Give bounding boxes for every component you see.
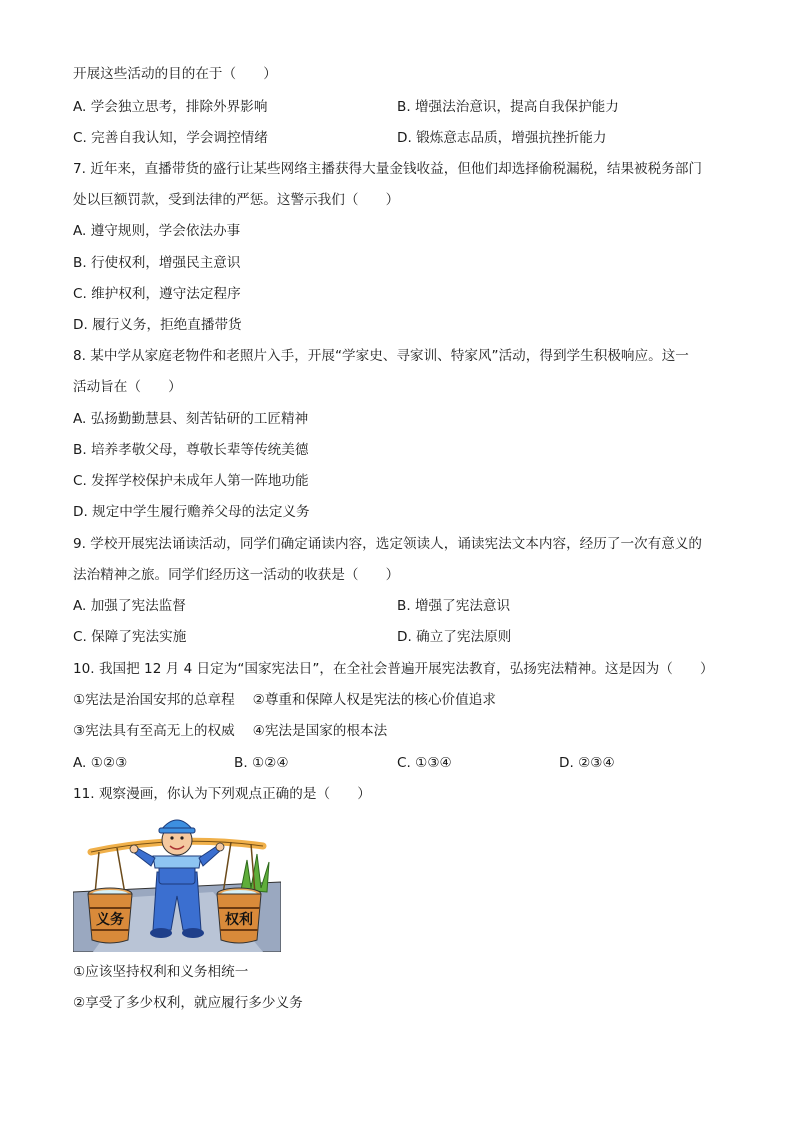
rights-duties-cartoon bbox=[73, 812, 281, 952]
q10-stem: 10. 我国把 12 月 4 日定为“国家宪法日”，在全社会普遍开展宪法教育，弘扬宪法精神。这是因为（ ） bbox=[73, 661, 714, 677]
q9-option-a: A. 加强了宪法监督 bbox=[73, 598, 186, 614]
q6-option-d: D. 锻炼意志品质，增强抗挫折能力 bbox=[397, 130, 607, 146]
q11-stem: 11. 观察漫画，你认为下列观点正确的是（ ） bbox=[73, 786, 371, 802]
q7-stem-line2: 处以巨额罚款，受到法律的严惩。这警示我们（ ） bbox=[73, 192, 400, 208]
q9-stem-line1: 9. 学校开展宪法诵读活动，同学们确定诵读内容，选定领读人，诵读宪法文本内容，经历了一次有意义的 bbox=[73, 536, 703, 552]
q7-option-d: D. 履行义务，拒绝直播带货 bbox=[73, 317, 242, 333]
q10-option-a: A. ①②③ bbox=[73, 755, 128, 771]
q8-stem-line2: 活动旨在（ ） bbox=[73, 379, 182, 395]
q6-option-c: C. 完善自我认知，学会调控情绪 bbox=[73, 130, 268, 146]
q9-option-b: B. 增强了宪法意识 bbox=[397, 598, 511, 614]
q8-stem-line1: 8. 某中学从家庭老物件和老照片入手，开展“学家史、寻家训、特家风”活动，得到学生积极响应。这一 bbox=[73, 348, 689, 364]
q10-statements-1-2: ①宪法是治国安邦的总章程 ②尊重和保障人权是宪法的核心价值追求 bbox=[73, 692, 496, 708]
q9-option-c: C. 保障了宪法实施 bbox=[73, 629, 187, 645]
q10-option-d: D. ②③④ bbox=[559, 755, 615, 771]
q7-option-b: B. 行使权利，增强民主意识 bbox=[73, 255, 241, 271]
q7-option-a: A. 遵守规则，学会依法办事 bbox=[73, 223, 241, 239]
q9-stem-line2: 法治精神之旅。同学们经历这一活动的收获是（ ） bbox=[73, 567, 400, 583]
q6-option-b: B. 增强法治意识，提高自我保护能力 bbox=[397, 99, 619, 115]
q8-option-b: B. 培养孝敬父母，尊敬长辈等传统美德 bbox=[73, 442, 309, 458]
q6-option-a: A. 学会独立思考，排除外界影响 bbox=[73, 99, 268, 115]
q8-option-c: C. 发挥学校保护未成年人第一阵地功能 bbox=[73, 473, 309, 489]
lead-line: 开展这些活动的目的在于（ ） bbox=[73, 66, 277, 82]
q11-statement-1: ①应该坚持权利和义务相统一 bbox=[73, 964, 249, 980]
q7-stem-line1: 7. 近年来，直播带货的盛行让某些网络主播获得大量金钱收益，但他们却选择偷税漏税，结果被税务部门 bbox=[73, 161, 703, 177]
q10-option-b: B. ①②④ bbox=[234, 755, 289, 771]
q10-option-c: C. ①③④ bbox=[397, 755, 452, 771]
q8-option-d: D. 规定中学生履行赡养父母的法定义务 bbox=[73, 504, 310, 520]
q10-statements-3-4: ③宪法具有至高无上的权威 ④宪法是国家的根本法 bbox=[73, 723, 388, 739]
q9-option-d: D. 确立了宪法原则 bbox=[397, 629, 512, 645]
left-bucket-label: 义务 bbox=[96, 912, 124, 928]
q7-option-c: C. 维护权利，遵守法定程序 bbox=[73, 286, 241, 302]
q8-option-a: A. 弘扬勤勤慧县、刻苦钻研的工匠精神 bbox=[73, 411, 309, 427]
q11-statement-2: ②享受了多少权利，就应履行多少义务 bbox=[73, 995, 303, 1011]
right-bucket-label: 权利 bbox=[225, 912, 253, 928]
